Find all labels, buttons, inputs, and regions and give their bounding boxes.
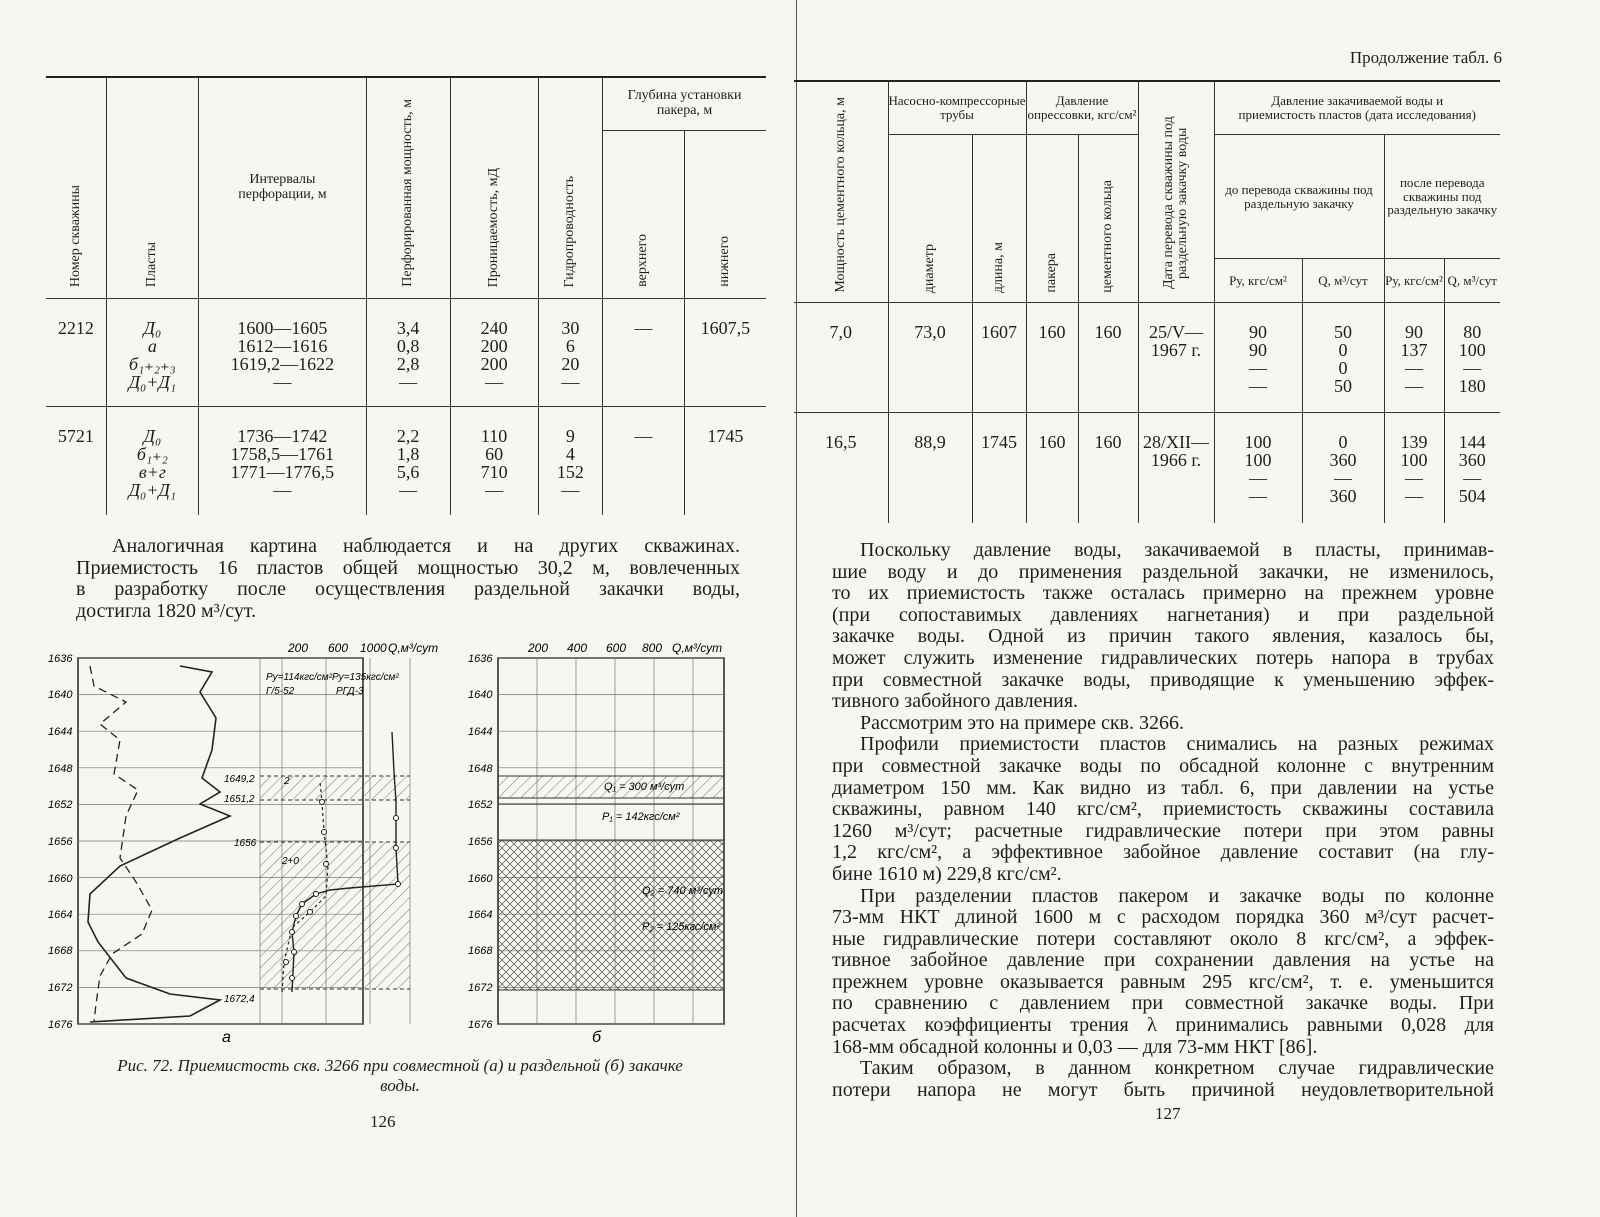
py-after: 137 [1400,340,1428,360]
text-line: расчетах коэффициенты трения λ принимались равными 0,028 для [832,1014,1494,1037]
permeability: 710 [480,462,508,482]
thickness: — [399,480,418,500]
text-line: при совместной закачке воды по обсадной колонне с внутренним [832,754,1494,777]
q-after: 144 [1458,432,1486,452]
well-table-left [46,76,766,515]
depth-tick-b: 1640 [468,689,493,701]
header-cement-ring: цементного кольца [1100,180,1115,293]
depth-tick-b: 1668 [468,945,493,957]
table-row [46,299,766,407]
text-line: 73-мм НКТ длиной 1600 м с расходом порядка 360 м³/сут расчет- [832,906,1494,929]
depth-tick-a: 1664 [48,909,73,921]
header-cement: Мощность цементного кольца, м [832,97,848,293]
annotation-b: Q₂ = 740 м³/сут [642,885,723,897]
py-after: — [1405,468,1423,488]
cement-thickness: 7,0 [829,322,852,342]
text-line: ные гидравлические потери составляют около 8 кгс/см², а эффек- [832,927,1494,950]
py-before: — [1249,468,1267,488]
header-py-after: Pу, кгс/см² [1385,272,1443,288]
figure-caption [40,1056,760,1096]
header-q-after: Q, м³/сут [1447,272,1497,288]
scale-a-label: 200 [288,641,309,655]
thickness: 1,8 [396,444,420,464]
permeability: — [485,372,504,392]
depth-tick-b: 1652 [468,799,493,811]
annotation-a: 2+0 [282,856,299,867]
page-number-left: 126 [370,1112,396,1131]
text-line: при совместной закачке воды, приводящие к уменьшению эффек- [832,668,1494,691]
text-line: Рассмотрим это на примере скв. 3266. [860,711,1184,734]
py-after: — [1405,376,1423,396]
depth-tick-b: 1672 [468,982,493,994]
packer-lower: 1607,5 [700,318,751,338]
annotation-a: 1649,2 [224,774,255,785]
py-before: 90 [1249,340,1267,360]
cement-ring-pressure: 160 [1094,432,1122,452]
annotation-a: 1651,2 [224,794,255,805]
annotation-a: 2 [284,776,290,787]
header-lower: нижнего [717,236,733,287]
header-length: длина, м [991,241,1006,293]
header-layers: Пласты [144,241,160,287]
page-number-right: 127 [1155,1104,1181,1123]
py-before: — [1249,358,1267,378]
panel-label-a: а [222,1029,231,1042]
text-line: Профили приемистости пластов снимались на разных режимах [860,733,1494,756]
depth-tick-a: 1644 [48,726,73,738]
text-line: Приемистость 16 пластов общей мощностью 30,2 м, вовлеченных [76,556,740,579]
thickness: 2,8 [396,354,420,374]
annotation-a: Г/5-52 [266,686,295,697]
text-line: диаметром 150 мм. Как видно из табл. 6, при давлении на устье [832,776,1494,799]
thickness: 0,8 [396,336,420,356]
header-well-number: Номер скважины [67,184,83,287]
py-before: 100 [1244,432,1272,452]
interval: 1600—1605 [237,318,328,338]
q-after: 100 [1458,340,1486,360]
text-line: шие воду и до применения раздельной закачки, не изменилось, [832,560,1494,583]
header-packer: пакера [1044,253,1059,293]
py-after: 90 [1405,322,1423,342]
layer: Д₀+Д₁ [128,372,177,392]
py-after: — [1405,358,1423,378]
interval: 1736—1742 [237,426,328,446]
cement-ring-pressure: 160 [1094,322,1122,342]
permeability: — [485,480,504,500]
conductivity: 6 [565,336,575,356]
scale-b-label: 600 [606,641,627,655]
depth-tick-a: 1660 [48,873,73,885]
q-after: 504 [1458,486,1486,506]
packer-upper: — [634,426,653,446]
depth-tick-a: 1668 [48,945,73,957]
q-before: 0 [1338,340,1348,360]
depth-tick-a: 1672 [48,982,73,994]
q-before: 50 [1334,376,1352,396]
well-table-right [794,80,1500,523]
annotation-a: Pу=135кгс/см² [332,672,399,683]
text-line: то их приемистость также осталась примерно на прежнем уровне [832,582,1494,605]
left-paragraph [46,536,740,622]
depth-tick-a: 1648 [48,763,73,775]
py-after: — [1405,486,1423,506]
text-line: Таким образом, в данном конкретном случае гидравлические [860,1057,1494,1080]
text-line: Аналогичная картина наблюдается и на других скважинах. [112,535,740,557]
header-q-before: Q, м³/сут [1318,272,1368,288]
tubing-length: 1745 [981,432,1017,452]
depth-tick-b: 1664 [468,909,493,921]
py-after: 100 [1400,450,1428,470]
q-before: 360 [1329,486,1357,506]
depth-tick-b: 1660 [468,873,493,885]
tubing-length: 1607 [981,322,1017,342]
depth-tick-a: 1652 [48,799,73,811]
conductivity: 4 [565,444,575,464]
header-intervals: Интервалы перфорации, м [238,172,327,202]
transfer-date: 25/V— [1149,322,1203,342]
header-conductivity: Гидропроводность [562,175,578,287]
transfer-date: 1966 г. [1150,450,1202,470]
packer-upper: — [634,318,653,338]
scale-b-label: Q,м³/сут [672,641,723,655]
text-line: бине 1610 м) 229,8 кгс/см². [832,862,1062,885]
conductivity: — [561,480,580,500]
interval: — [273,480,292,500]
zone-b-main [498,840,724,990]
text-line: достигла 1820 м³/сут. [76,599,257,622]
py-before: — [1249,376,1267,396]
scale-b-label: 800 [642,641,663,655]
thickness: 5,6 [396,462,420,482]
depth-tick-b: 1648 [468,763,493,775]
transfer-date: 1967 г. [1150,340,1202,360]
tubing-diameter: 88,9 [914,432,946,452]
interval: 1612—1616 [237,336,328,356]
text-line: по сравнению с давлением при совместной закачке воды. При [832,992,1494,1015]
layer: а [147,336,157,356]
text-line: прежнем уровне оказывается равным 295 кгс/см², т. е. уменьшится [832,970,1494,993]
header-after: после перевода скважины под раздельную закачку [1387,175,1498,218]
header-py-before: Pу, кгс/см² [1229,272,1287,288]
table-row [794,413,1500,523]
header-permeability: Проницаемость, мД [486,167,502,287]
depth-tick-a: 1676 [48,1019,73,1031]
figure-72 [30,632,750,1042]
packer-lower: 1745 [707,426,744,446]
interval: 1619,2—1622 [230,354,335,374]
depth-tick-b: 1644 [468,726,493,738]
annotation-a: 1656 [234,838,257,849]
q-before: 360 [1329,450,1357,470]
depth-tick-b: 1656 [468,836,493,848]
scale-b-label: 200 [528,641,549,655]
permeability: 200 [480,354,508,374]
header-packer-depth: Глубина установки пакера, м [627,88,742,118]
layer: б₁₊₂ [136,444,168,464]
q-after: 180 [1458,376,1486,396]
scale-b-label: 400 [567,641,588,655]
tubing-diameter: 73,0 [914,322,946,342]
header-pressure-test: Давление опрессовки, кгс/см² [1027,93,1137,122]
q-after: — [1463,468,1482,488]
thickness: 2,2 [396,426,420,446]
depth-tick-a: 1636 [48,653,73,665]
q-before: 50 [1334,322,1352,342]
thickness: — [399,372,418,392]
text-line: 168-мм обсадной колонны и 0,03 — для 73-мм НКТ [86]. [832,1035,1318,1058]
depth-tick-b: 1636 [468,653,493,665]
annotation-a: РГД-3 [336,686,364,697]
layer: Д₀ [143,426,162,446]
annotation-a: 1672,4 [224,994,255,1005]
py-before: 100 [1244,450,1272,470]
caption-line: воды. [380,1076,420,1095]
table-row [794,303,1500,413]
py-before: — [1249,486,1267,506]
conductivity: — [561,372,580,392]
table-continuation: Продолжение табл. 6 [1349,48,1502,67]
annotation-b: P₂ = 125кгс/см² [642,921,721,933]
scale-a-label: Q,м³/сут [388,641,439,655]
text-line: 1,2 кгс/см², а эффективное забойное давление составит (на глу- [832,841,1494,864]
q-after: 360 [1458,450,1486,470]
q-before: — [1334,468,1352,488]
transfer-date: 28/XII— [1143,432,1209,452]
header-before: до перевода скважины под раздельную закачку [1225,181,1373,211]
interval: 1771—1776,5 [230,462,335,482]
q-after: — [1463,358,1482,378]
scale-a-label: 1000 [360,641,387,655]
text-line: тивного забойного давления. [832,690,1079,713]
left-page [0,0,790,1217]
thickness: 3,4 [396,318,420,338]
caption-line: Рис. 72. Приемистость скв. 3266 при совместной (а) и раздельной (б) закачке [117,1056,683,1075]
text-line: закачке воды. Одной из причин такого явления, казалось бы, [832,625,1494,648]
py-after: 139 [1400,432,1428,452]
permeability: 200 [480,336,508,356]
text-line: 1260 м³/сут; расчетные гидравлические потери при этом равны [832,819,1494,842]
right-body-text [832,540,1494,1101]
interval: — [273,372,292,392]
well-number: 5721 [57,426,94,446]
text-line: потери напора не могут быть причиной неудовлетворительной [832,1078,1494,1101]
text-line: При разделении пластов пакером и закачке воды по колонне [860,884,1494,907]
header-transfer-date: Дата перевода скважины под раздельную закачку воды [1161,116,1190,290]
packer-pressure: 160 [1038,322,1066,342]
permeability: 110 [480,426,508,446]
annotation-a: Pу=114кгс/см² [266,672,332,683]
annotation-b: P₁ = 142кгс/см² [602,811,680,823]
layer: б₁₊₂₊₃ [128,354,176,374]
zone-hatch [260,776,410,800]
conductivity: 30 [561,318,580,338]
layer: Д₀ [143,318,162,338]
scale-a-label: 600 [328,641,349,655]
header-tubing: Насосно-компрессорные трубы [888,93,1026,122]
text-line: скважины, равном 140 кгс/см², приемистость скважины составила [832,798,1494,821]
sp-curve [90,666,152,1022]
q-before: 0 [1338,358,1348,378]
header-pressure-group: Давление закачиваемой воды и приемистость пластов (дата исследования) [1238,93,1476,122]
permeability: 60 [485,444,504,464]
right-page [808,0,1600,1217]
depth-tick-a: 1640 [48,689,73,701]
depth-tick-a: 1656 [48,836,73,848]
well-number: 2212 [57,318,94,338]
text-line: тивное забойное давление при сохранении давления на устье на [832,949,1494,972]
layer: в+г [138,462,166,482]
panel-label-b: б [592,1029,601,1042]
table-row [46,407,766,515]
depth-tick-b: 1676 [468,1019,493,1031]
packer-pressure: 160 [1038,432,1066,452]
text-line: (при сопоставимых давлениях нагнетания) и при раздельной [832,603,1494,626]
conductivity: 152 [556,462,584,482]
text-line: Поскольку давление воды, закачиваемой в пласты, принимав- [860,539,1494,561]
header-diameter: диаметр [922,243,937,293]
text-line: может служить изменение гидравлических потерь напора в трубах [832,646,1494,669]
permeability: 240 [480,318,508,338]
header-thickness: Перфорированная мощность, м [400,99,416,287]
annotation-b: Q₁ = 300 м³/сут [604,781,685,793]
conductivity: 9 [565,426,575,446]
layer: Д₀+Д₁ [128,480,177,500]
cement-thickness: 16,5 [825,432,857,452]
text-line: в разработку после осуществления раздельной закачки воды, [76,578,740,601]
q-before: 0 [1338,432,1348,452]
py-before: 90 [1249,322,1267,342]
q-after: 80 [1463,322,1482,342]
resistivity-curve [88,666,230,1022]
conductivity: 20 [561,354,580,374]
interval: 1758,5—1761 [230,444,335,464]
header-upper: верхнего [635,234,651,287]
